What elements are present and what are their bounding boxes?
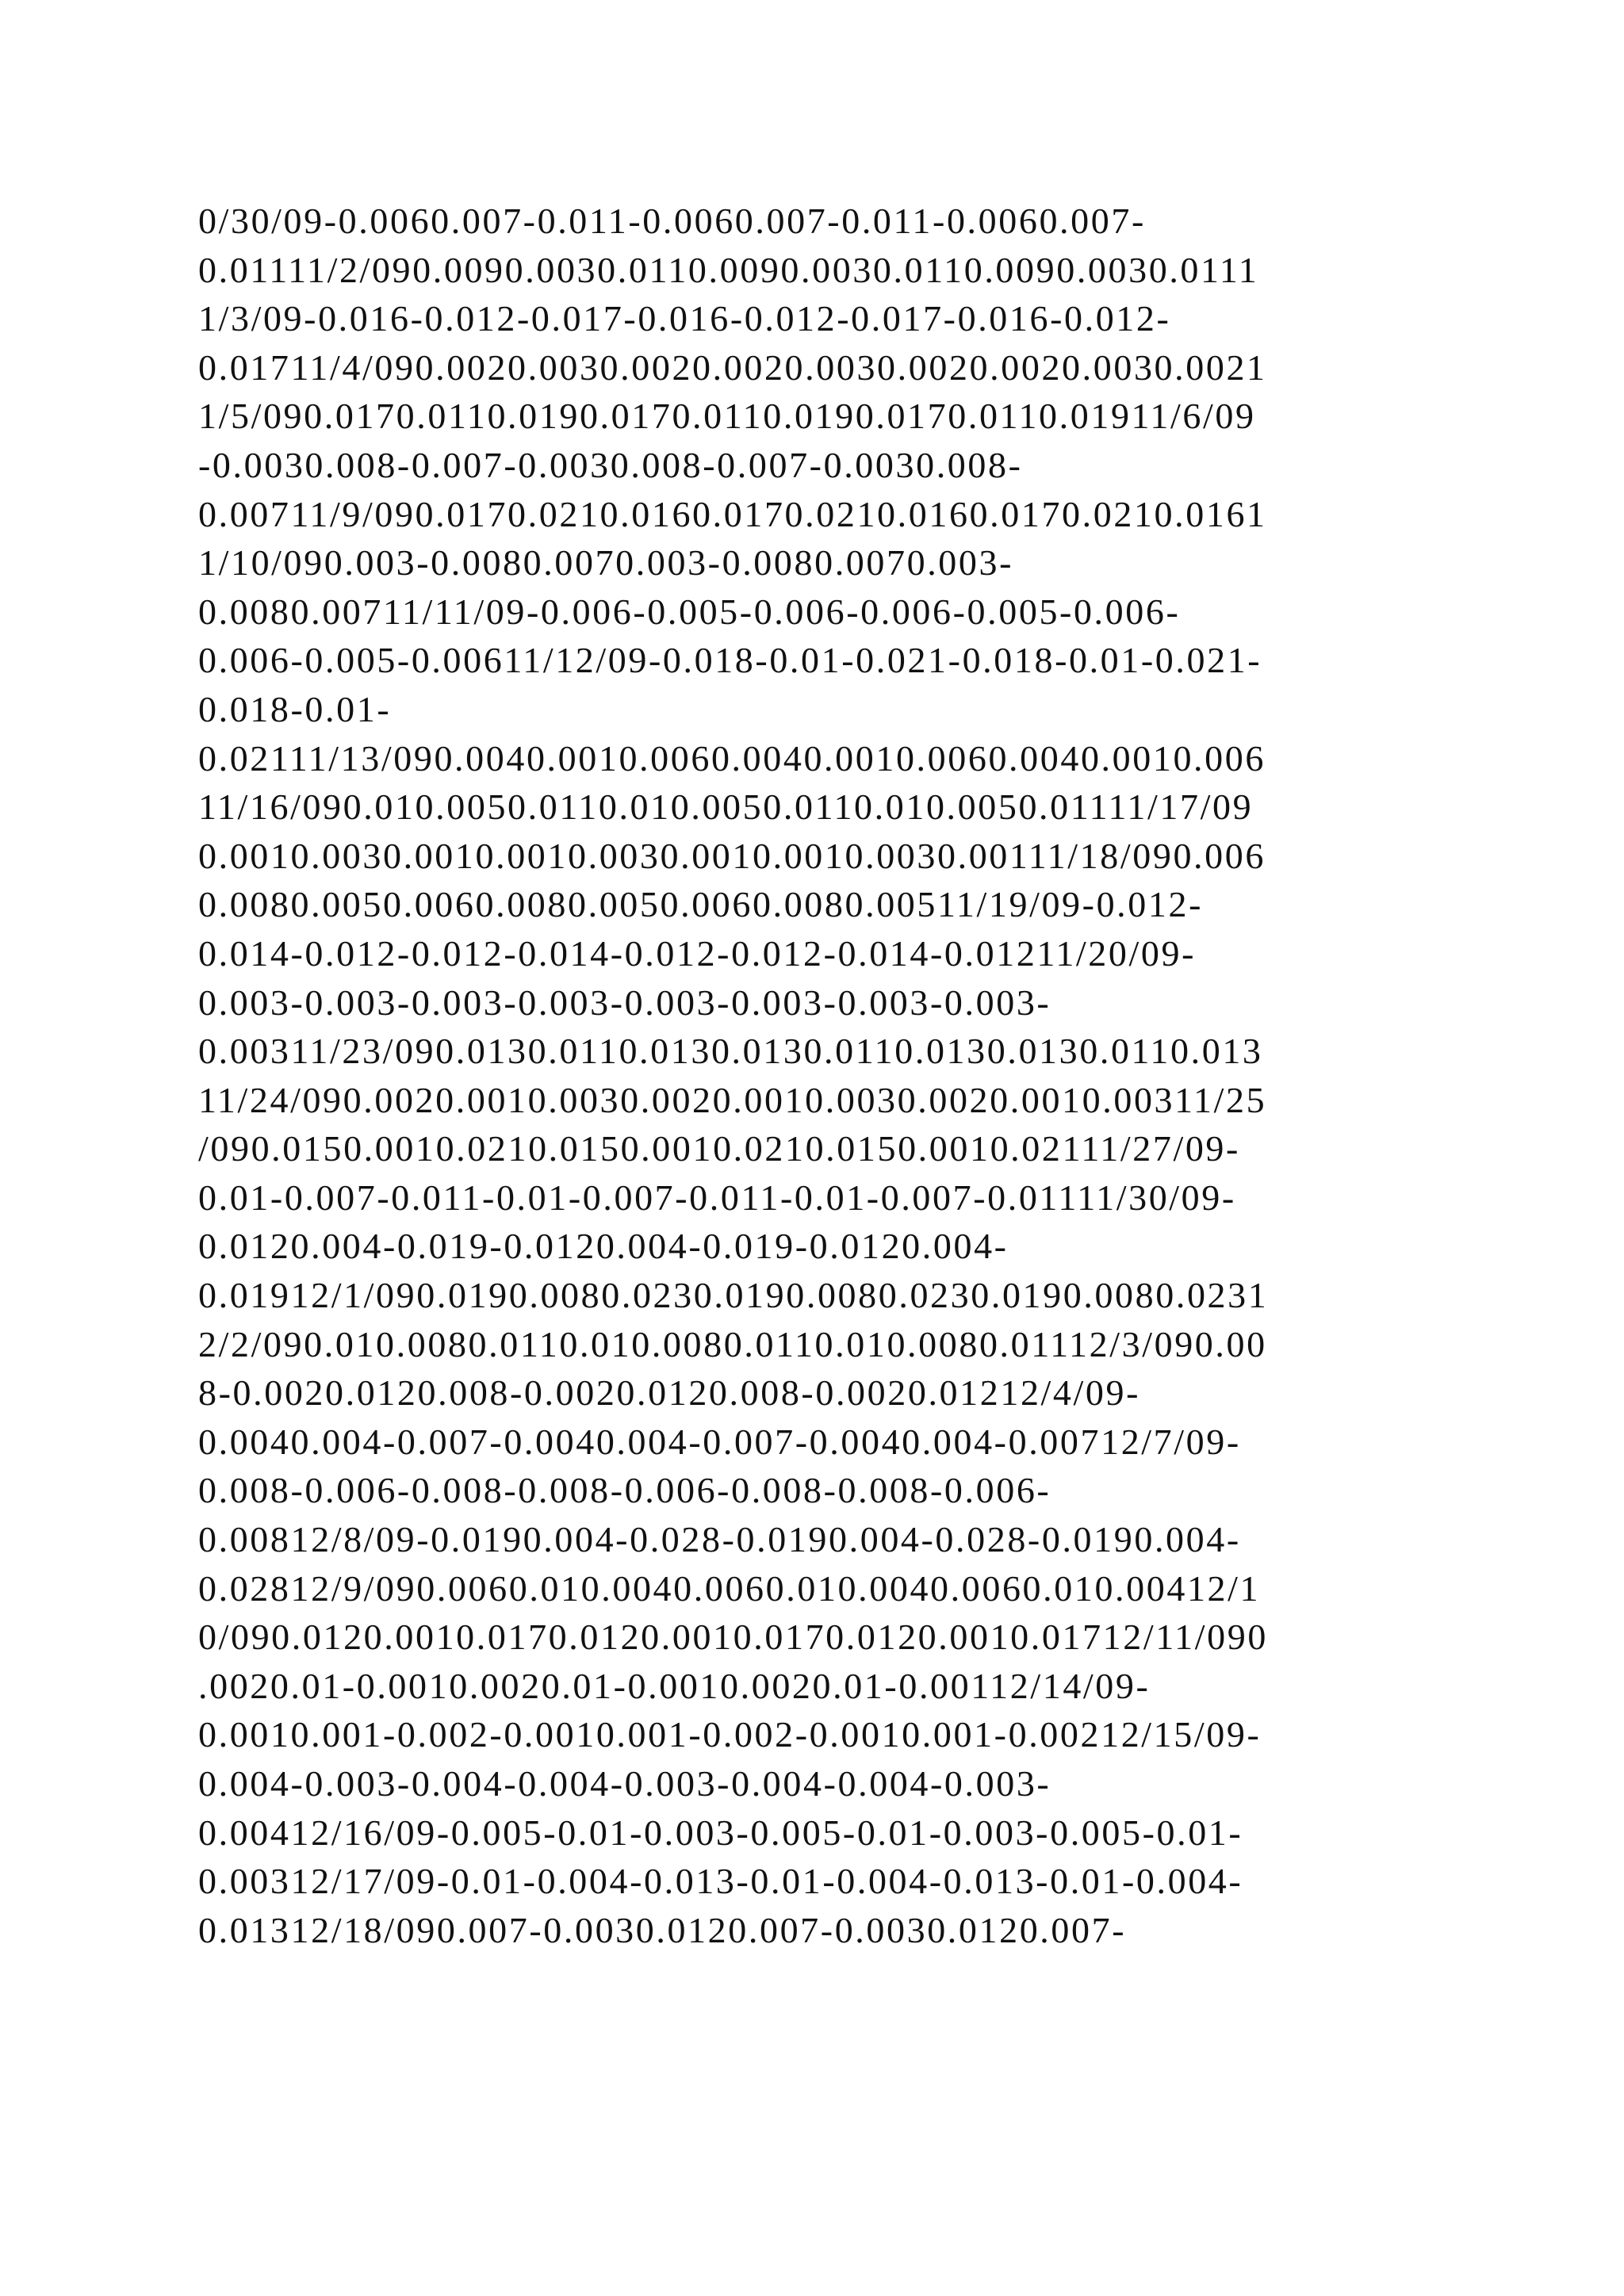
text-line: 0.003-0.003-0.003-0.003-0.003-0.003-0.003-0.003- <box>198 982 1051 1023</box>
text-line: 0.0040.004-0.007-0.0040.004-0.007-0.0040.004-0.00712/7/09- <box>198 1421 1241 1462</box>
text-line: 0.01111/2/090.0090.0030.0110.0090.0030.0110.0090.0030.0111 <box>198 249 1259 290</box>
text-line: -0.0030.008-0.007-0.0030.008-0.007-0.0030.008- <box>198 444 1023 485</box>
text-line: 2/2/090.010.0080.0110.010.0080.0110.010.0080.01112/3/090.00 <box>198 1323 1267 1364</box>
text-line: 0.008-0.006-0.008-0.008-0.006-0.008-0.008-0.006- <box>198 1470 1051 1511</box>
text-line: 0.00711/9/090.0170.0210.0160.0170.0210.0160.0170.0210.0161 <box>198 493 1267 534</box>
text-line: 0.0010.0030.0010.0010.0030.0010.0010.0030.00111/18/090.006 <box>198 835 1266 876</box>
text-line: 8-0.0020.0120.008-0.0020.0120.008-0.0020.01212/4/09- <box>198 1372 1141 1414</box>
text-line: 0.00412/16/09-0.005-0.01-0.003-0.005-0.01-0.003-0.005-0.01- <box>198 1812 1243 1853</box>
text-line: 0.006-0.005-0.00611/12/09-0.018-0.01-0.021-0.018-0.01-0.021- <box>198 640 1262 681</box>
text-line: 0.02111/13/090.0040.0010.0060.0040.0010.0060.0040.0010.006 <box>198 737 1266 779</box>
text-line: 0.00311/23/090.0130.0110.0130.0130.0110.0130.0130.0110.013 <box>198 1031 1263 1072</box>
text-line: 0.0010.001-0.002-0.0010.001-0.002-0.0010.001-0.00212/15/09- <box>198 1714 1262 1755</box>
text-line: 0.0080.0050.0060.0080.0050.0060.0080.00511/19/09-0.012- <box>198 884 1203 925</box>
text-line: 0.00312/17/09-0.01-0.004-0.013-0.01-0.004-0.013-0.01-0.004- <box>198 1861 1243 1902</box>
text-line: 11/24/090.0020.0010.0030.0020.0010.0030.0020.0010.00311/25 <box>198 1079 1267 1120</box>
text-line: 1/10/090.003-0.0080.0070.003-0.0080.0070.003- <box>198 542 1014 584</box>
text-line: 1/3/09-0.016-0.012-0.017-0.016-0.012-0.017-0.016-0.012- <box>198 298 1171 339</box>
text-line: 0.01912/1/090.0190.0080.0230.0190.0080.0230.0190.0080.0231 <box>198 1275 1269 1316</box>
text-line: 11/16/090.010.0050.0110.010.0050.0110.010.0050.01111/17/09 <box>198 786 1254 828</box>
data-text-block <box>198 197 1435 1954</box>
text-line: /090.0150.0010.0210.0150.0010.0210.0150.0010.02111/27/09- <box>198 1128 1240 1169</box>
text-line: .0020.01-0.0010.0020.01-0.0010.0020.01-0.00112/14/09- <box>198 1665 1151 1706</box>
text-line: 0.0080.00711/11/09-0.006-0.005-0.006-0.006-0.005-0.006- <box>198 591 1181 632</box>
text-line: 0/090.0120.0010.0170.0120.0010.0170.0120.0010.01712/11/090 <box>198 1617 1268 1658</box>
text-line: 0.0120.004-0.019-0.0120.004-0.019-0.0120.004- <box>198 1226 1009 1267</box>
text-line: 0/30/09-0.0060.007-0.011-0.0060.007-0.011-0.0060.007- <box>198 201 1146 241</box>
text-line: 0.01312/18/090.007-0.0030.0120.007-0.0030.0120.007- <box>198 1909 1127 1950</box>
text-line: 0.01711/4/090.0020.0030.0020.0020.0030.0020.0020.0030.0021 <box>198 346 1267 388</box>
text-line: 1/5/090.0170.0110.0190.0170.0110.0190.0170.0110.01911/6/09 <box>198 396 1256 437</box>
text-line: 0.014-0.012-0.012-0.014-0.012-0.012-0.014-0.01211/20/09- <box>198 932 1196 974</box>
text-line: 0.02812/9/090.0060.010.0040.0060.010.0040.0060.010.00412/1 <box>198 1567 1261 1609</box>
text-line: 0.01-0.007-0.011-0.01-0.007-0.011-0.01-0.007-0.01111/30/09- <box>198 1177 1236 1218</box>
text-line: 0.004-0.003-0.004-0.004-0.003-0.004-0.004-0.003- <box>198 1763 1051 1804</box>
text-line: 0.018-0.01- <box>198 688 392 729</box>
text-line: 0.00812/8/09-0.0190.004-0.028-0.0190.004-0.028-0.0190.004- <box>198 1519 1241 1560</box>
